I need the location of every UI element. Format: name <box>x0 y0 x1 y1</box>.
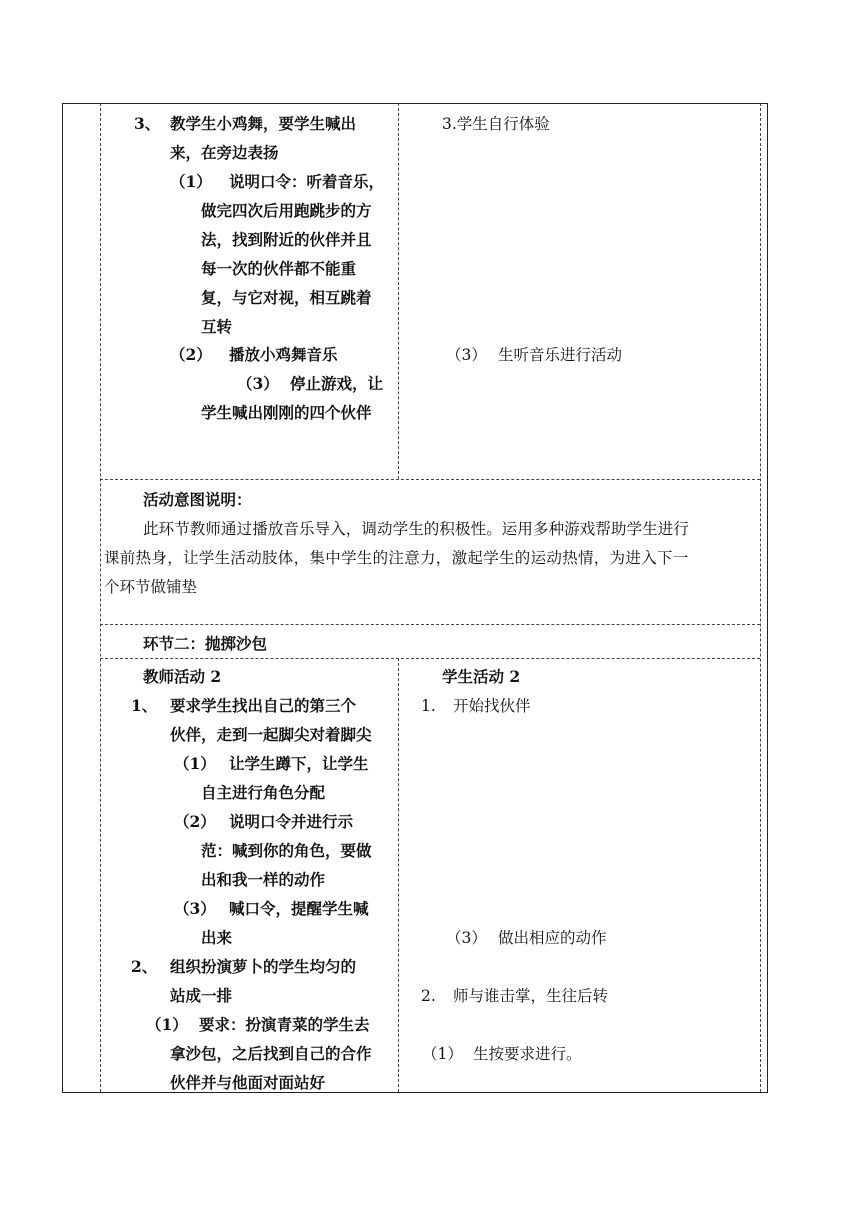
s2-student-item2-text: 师与谁击掌，生往后转 <box>453 987 609 1005</box>
s2-student-sub3-number: （3） <box>446 929 487 947</box>
s2-item2-number: 2、 <box>131 957 158 976</box>
intent-title: 活动意图说明： <box>143 490 252 509</box>
sub1-line2: 做完四次后用跑跳步的方 <box>201 201 372 220</box>
intent-line3: 个环节做铺垫 <box>104 578 198 596</box>
sub1-number: （1） <box>170 172 212 191</box>
s2-item2-line2: 站成一排 <box>170 986 233 1005</box>
s2-sub3-number: （3） <box>174 899 216 918</box>
s2-sub2-line2: 范：喊到你的角色，要做 <box>201 841 372 860</box>
sub3-line1: 停止游戏，让 <box>290 374 384 393</box>
table-top-border <box>62 103 768 104</box>
s2-student-item1-number: 1. <box>421 697 436 715</box>
sub1-line1: 说明口令：听着音乐， <box>229 172 385 191</box>
student-sub3-text: 生听音乐进行活动 <box>498 346 623 364</box>
s2-student-item2-number: 2. <box>421 987 436 1005</box>
sub3-line2: 学生喊出刚刚的四个伙伴 <box>201 403 372 422</box>
table-left-border <box>62 103 63 1092</box>
sub1-line6: 互转 <box>201 317 233 336</box>
sub1-line5: 复，与它对视，相互跳着 <box>201 288 372 307</box>
row-divider-1 <box>100 479 760 480</box>
s2-student-sub1-number: （1） <box>422 1045 463 1063</box>
sub3-number: （3） <box>237 374 279 393</box>
s2-sub1-line2: 自主进行角色分配 <box>201 783 326 802</box>
intent-line2: 课前热身，让学生活动肢体，集中学生的注意力，激起学生的运动热情，为进入下一 <box>104 549 689 567</box>
s2-student-sub1-text: 生按要求进行。 <box>473 1045 582 1063</box>
s2-item2-line1: 组织扮演萝卜的学生均匀的 <box>170 957 357 976</box>
s2-student-sub3-text: 做出相应的动作 <box>498 929 607 947</box>
s2-sub1-line1: 让学生蹲下，让学生 <box>229 754 369 773</box>
inner-right-divider <box>760 103 761 1092</box>
s2-sub4-number: （1） <box>146 1015 188 1034</box>
sub1-line4: 每一次的伙伴都不能重 <box>201 259 357 278</box>
s2-sub1-number: （1） <box>174 754 216 773</box>
s2-student-item1-text: 开始找伙伴 <box>453 697 531 715</box>
s2-sub4-line3: 伙伴并与他面对面站好 <box>170 1073 326 1092</box>
item3-number: 3、 <box>134 114 161 133</box>
s2-sub4-line2: 拿沙包，之后找到自己的合作 <box>170 1044 372 1063</box>
s2-sub4-line1: 要求：扮演青菜的学生去 <box>199 1015 370 1034</box>
intent-line1: 此环节教师通过播放音乐导入，调动学生的积极性。运用多种游戏帮助学生进行 <box>143 520 690 538</box>
s2-sub3-line1: 喊口令，提醒学生喊 <box>229 899 369 918</box>
inner-left-divider <box>100 103 101 1092</box>
item3-line2: 来，在旁边表扬 <box>170 143 279 162</box>
s2-sub2-number: （2） <box>174 812 216 831</box>
table-bottom-border <box>62 1092 768 1093</box>
s2-item1-number: 1、 <box>131 696 158 715</box>
s2-item1-line2: 伙伴，走到一起脚尖对着脚尖 <box>170 725 372 744</box>
column-divider-top <box>398 103 399 479</box>
sub1-line3: 法，找到附近的伙伴并且 <box>201 230 372 249</box>
teacher-activity-heading: 教师活动 2 <box>143 667 222 686</box>
item3-line1: 教学生小鸡舞，要学生喊出 <box>170 114 357 133</box>
student-activity-heading: 学生活动 2 <box>442 667 521 686</box>
table-right-border <box>767 103 768 1092</box>
row-divider-2 <box>100 624 760 625</box>
s2-sub2-line3: 出和我一样的动作 <box>201 870 326 889</box>
sub2-number: （2） <box>170 345 212 364</box>
sub2-text: 播放小鸡舞音乐 <box>229 345 338 364</box>
stage2-title: 环节二：抛掷沙包 <box>143 634 268 653</box>
s2-sub2-line1: 说明口令并进行示 <box>229 812 354 831</box>
column-divider-bottom <box>398 658 399 1092</box>
row-divider-3 <box>100 658 760 659</box>
student-sub3-number: （3） <box>446 346 487 364</box>
s2-sub3-line2: 出来 <box>201 928 233 947</box>
student-item3: 3.学生自行体验 <box>442 115 550 133</box>
s2-item1-line1: 要求学生找出自己的第三个 <box>170 696 357 715</box>
